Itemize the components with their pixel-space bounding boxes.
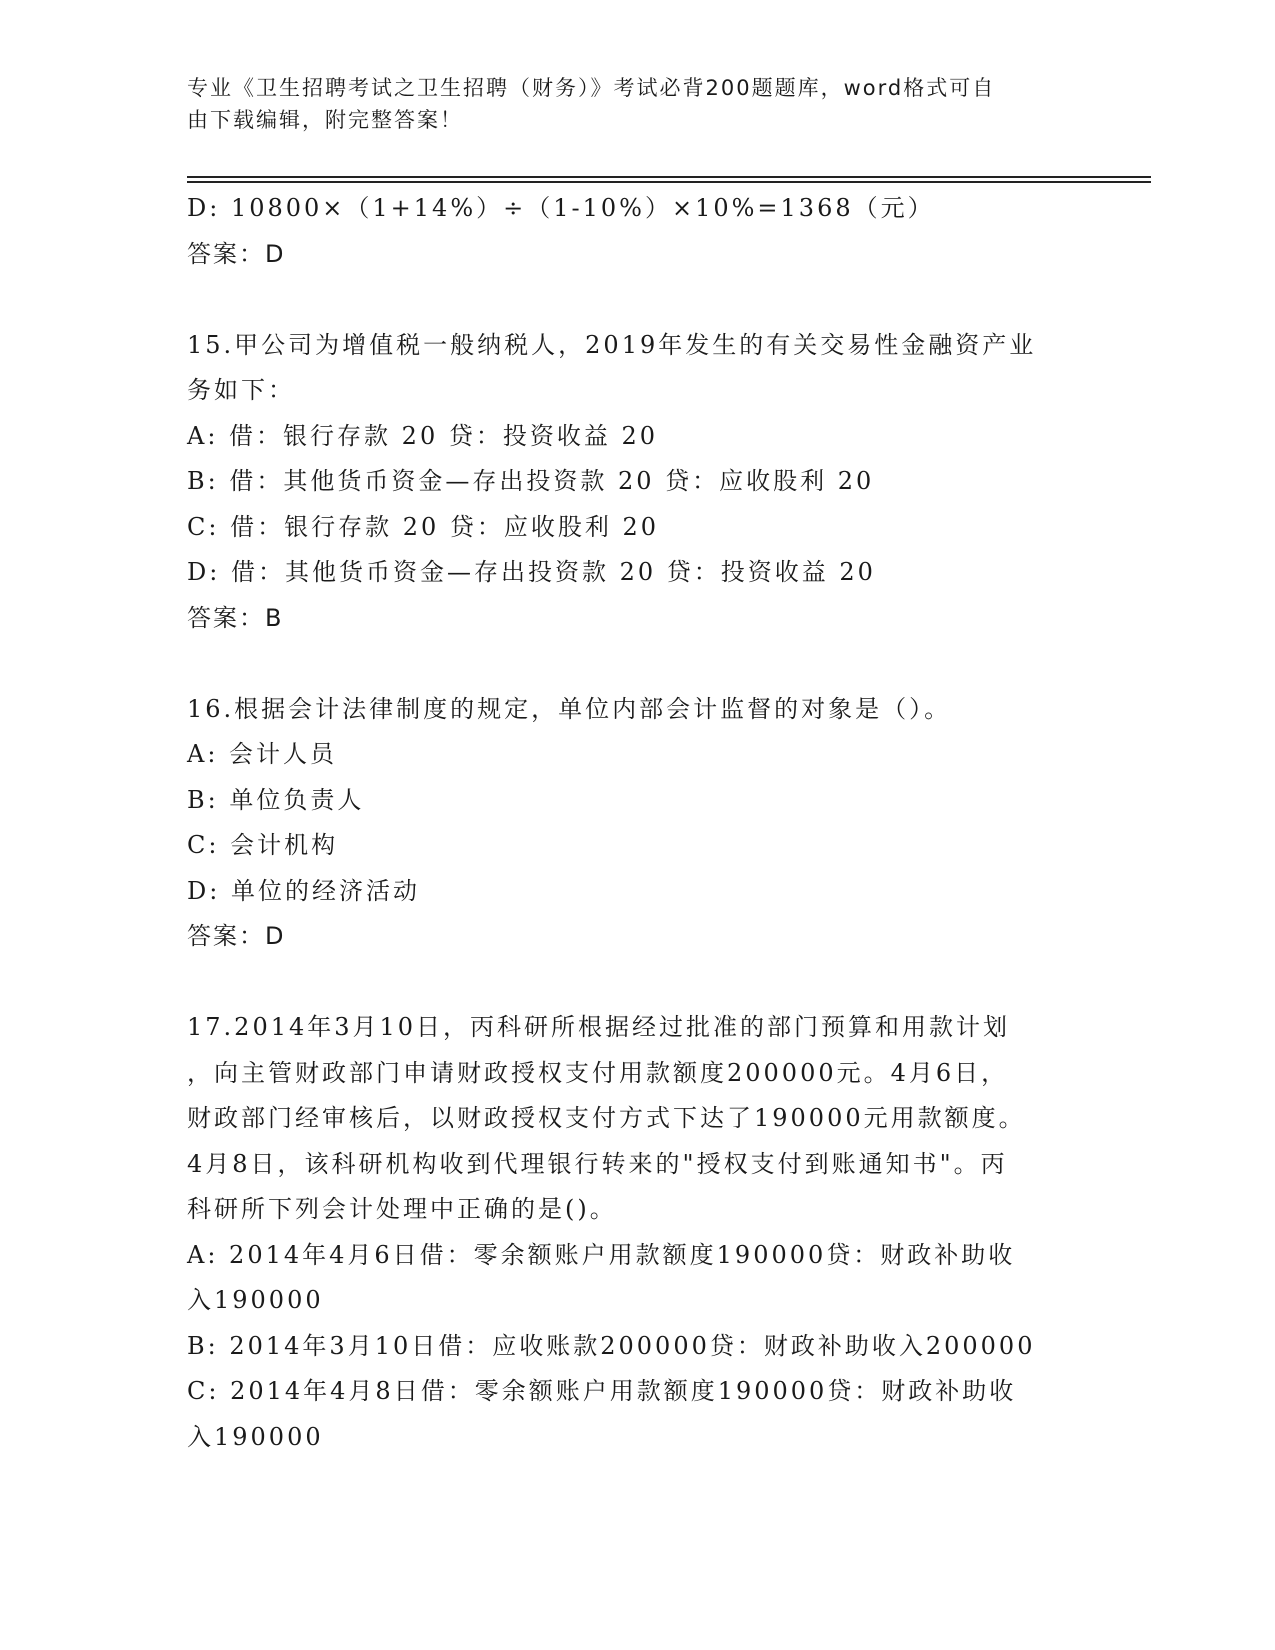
option-b: B: 单位负责人: [187, 785, 365, 814]
option-a: A: 2014年4月6日借：零余额账户用款额度190000贷：财政补助收: [187, 1240, 1016, 1269]
question-stem: 务如下：: [187, 376, 295, 404]
option-a: A: 借：银行存款 20 贷：投资收益 20: [187, 421, 659, 450]
option-c: C: 会计机构: [187, 831, 339, 859]
question-stem: 17.2014年3月10日，丙科研所根据经过批准的部门预算和用款计划: [187, 1013, 1011, 1041]
option-a: A: 会计人员: [187, 740, 338, 768]
option-d: D: 10800×（1+14%）÷（1-10%）×10%=1368（元）: [187, 194, 935, 222]
spacer: [187, 960, 1087, 1006]
question-stem: 16.根据会计法律制度的规定，单位内部会计监督的对象是（）。: [187, 694, 952, 723]
question-17: [187, 1005, 1087, 1460]
option-d: D: 单位的经济活动: [187, 876, 420, 905]
option-d: D: 借：其他货币资金—存出投资款 20 贷：投资收益 20: [187, 558, 876, 586]
spacer: [187, 277, 1087, 323]
question-stem: ，向主管财政部门申请财政授权支付用款额度200000元。4月6日，: [187, 1058, 1009, 1087]
option-b: B: 2014年3月10日借：应收账款200000贷：财政补助收入200000: [187, 1331, 1036, 1360]
document-header: [187, 72, 1067, 136]
document-body: [187, 186, 1087, 1460]
answer-label: 答案：D: [187, 239, 286, 268]
header-title-line-2: 由下载编辑，附完整答案！: [187, 108, 463, 132]
option-b: B: 借：其他货币资金—存出投资款 20 贷：应收股利 20: [187, 467, 875, 495]
question-14-tail: [187, 186, 1087, 277]
header-divider-top: [187, 176, 1151, 178]
option-c: 入190000: [187, 1422, 324, 1451]
option-a: 入190000: [187, 1286, 324, 1314]
question-stem: 财政部门经审核后，以财政授权支付方式下达了190000元用款额度。: [187, 1104, 1026, 1132]
spacer: [187, 641, 1087, 687]
question-stem: 科研所下列会计处理中正确的是()。: [187, 1195, 617, 1223]
question-stem: 4月8日，该科研机构收到代理银行转来的"授权支付到账通知书"。丙: [187, 1149, 1008, 1178]
header-divider-bottom: [187, 181, 1151, 183]
question-stem: 15.甲公司为增值税一般纳税人，2019年发生的有关交易性金融资产业: [187, 330, 1037, 359]
header-title-line-1: 专业《卫生招聘考试之卫生招聘（财务）》考试必背200题题库，word格式可自: [187, 76, 996, 100]
answer-label: 答案：D: [187, 922, 286, 950]
question-15: [187, 323, 1087, 642]
option-c: C: 借：银行存款 20 贷：应收股利 20: [187, 512, 660, 541]
option-c: C: 2014年4月8日借：零余额账户用款额度190000贷：财政补助收: [187, 1377, 1017, 1405]
question-16: [187, 687, 1087, 960]
answer-label: 答案：B: [187, 603, 284, 632]
